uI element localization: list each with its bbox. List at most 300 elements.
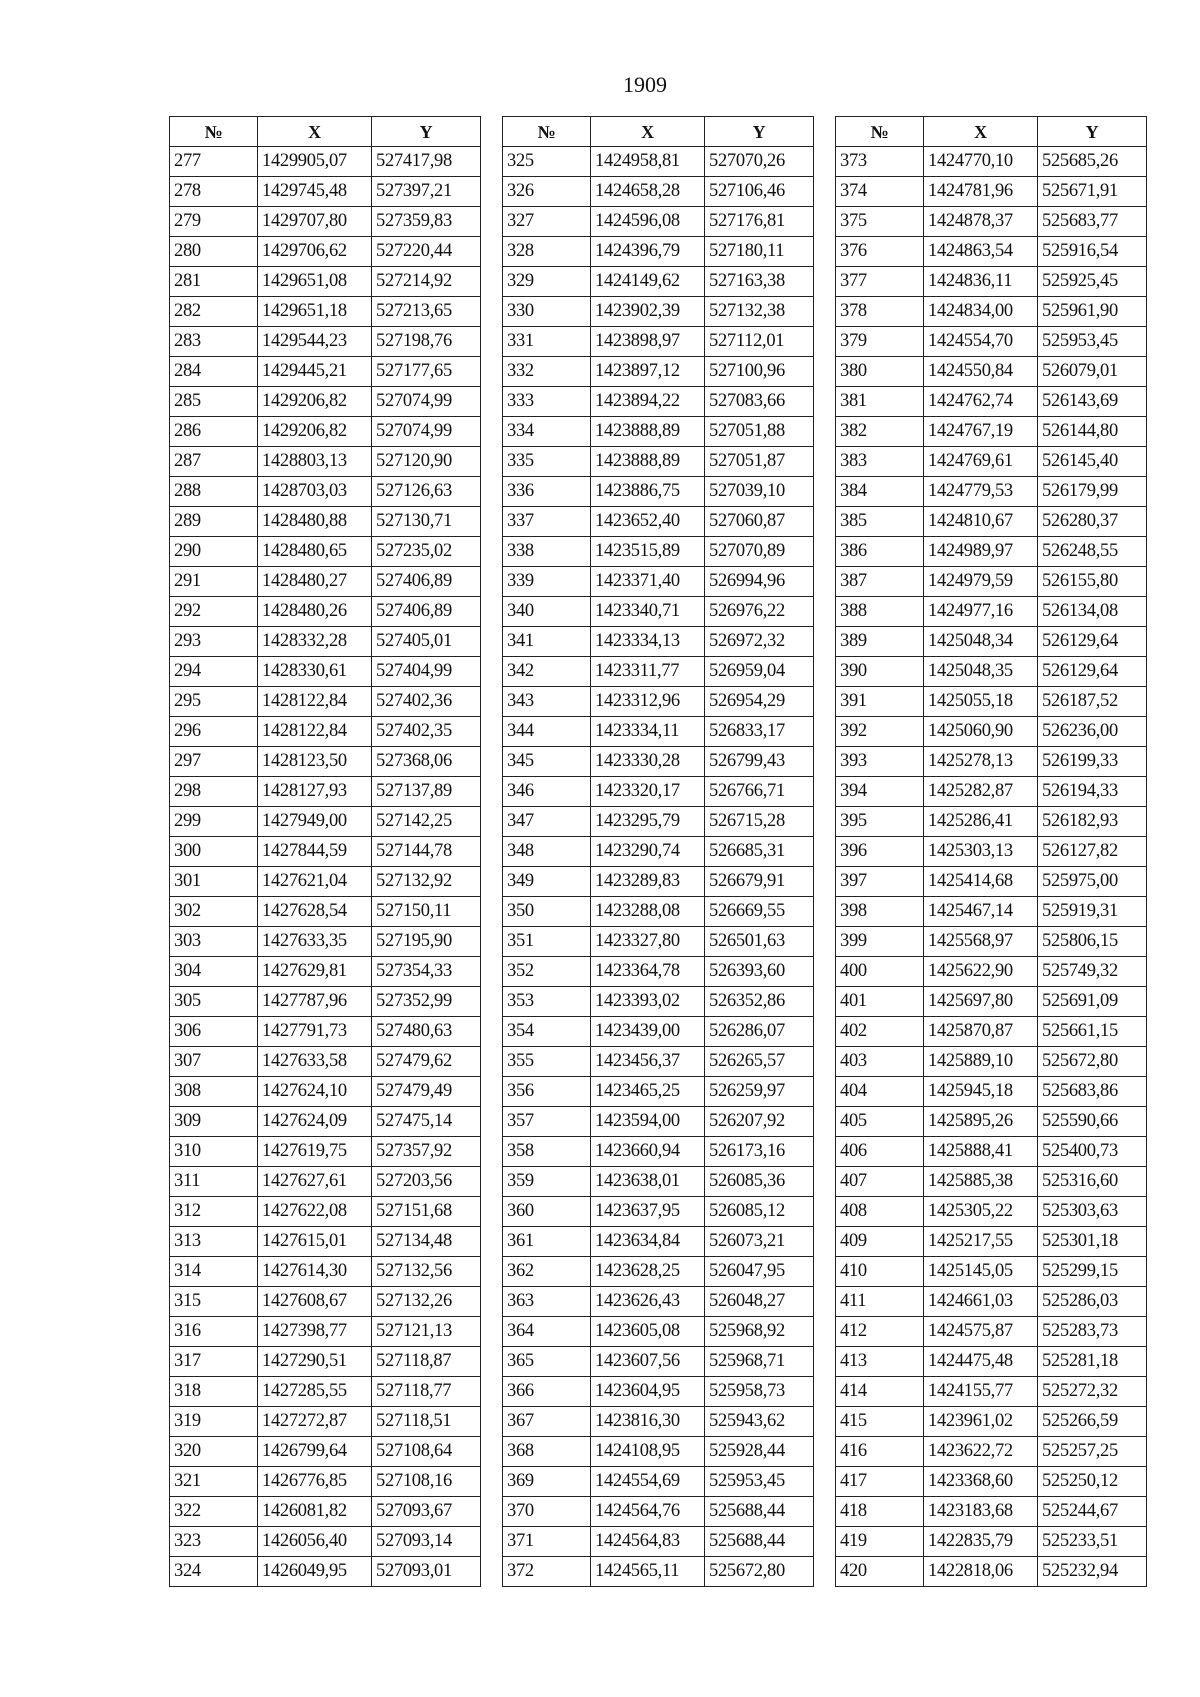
table-row xyxy=(836,957,1147,987)
point-number-cell: 355 xyxy=(503,1047,591,1077)
point-number-cell: 375 xyxy=(836,207,924,237)
table-row xyxy=(503,1227,814,1257)
point-number-cell: 301 xyxy=(170,867,258,897)
x-coordinate-cell: 1423320,17 xyxy=(591,777,705,807)
y-coordinate-cell: 527108,64 xyxy=(372,1437,481,1467)
y-coordinate-cell: 525806,15 xyxy=(1038,927,1147,957)
y-coordinate-cell: 527214,92 xyxy=(372,267,481,297)
table-row xyxy=(503,327,814,357)
y-coordinate-cell: 527132,38 xyxy=(705,297,814,327)
point-number-cell: 396 xyxy=(836,837,924,867)
y-coordinate-cell: 527106,46 xyxy=(705,177,814,207)
table-row xyxy=(170,1557,481,1587)
x-coordinate-cell: 1426049,95 xyxy=(258,1557,372,1587)
x-coordinate-cell: 1429706,62 xyxy=(258,237,372,267)
table-row xyxy=(170,267,481,297)
point-number-cell: 287 xyxy=(170,447,258,477)
point-number-cell: 345 xyxy=(503,747,591,777)
point-number-cell: 353 xyxy=(503,987,591,1017)
point-number-cell: 286 xyxy=(170,417,258,447)
x-coordinate-cell: 1424575,87 xyxy=(924,1317,1038,1347)
point-number-cell: 416 xyxy=(836,1437,924,1467)
table-row xyxy=(836,897,1147,927)
y-coordinate-cell: 525671,91 xyxy=(1038,177,1147,207)
table-row xyxy=(170,717,481,747)
y-coordinate-cell: 525257,25 xyxy=(1038,1437,1147,1467)
x-coordinate-cell: 1427791,73 xyxy=(258,1017,372,1047)
y-coordinate-cell: 527213,65 xyxy=(372,297,481,327)
point-number-cell: 321 xyxy=(170,1467,258,1497)
x-coordinate-cell: 1427844,59 xyxy=(258,837,372,867)
point-number-cell: 285 xyxy=(170,387,258,417)
x-coordinate-cell: 1424554,70 xyxy=(924,327,1038,357)
y-coordinate-cell: 525925,45 xyxy=(1038,267,1147,297)
table-row xyxy=(503,927,814,957)
point-number-cell: 328 xyxy=(503,237,591,267)
y-coordinate-cell: 526352,86 xyxy=(705,987,814,1017)
table-row xyxy=(170,897,481,927)
y-coordinate-cell: 525919,31 xyxy=(1038,897,1147,927)
point-number-cell: 376 xyxy=(836,237,924,267)
point-number-cell: 327 xyxy=(503,207,591,237)
point-number-cell: 392 xyxy=(836,717,924,747)
column-header-x: X xyxy=(591,117,705,147)
x-coordinate-cell: 1423888,89 xyxy=(591,447,705,477)
column-header-number: № xyxy=(170,117,258,147)
table-row xyxy=(836,1347,1147,1377)
table-row xyxy=(836,687,1147,717)
y-coordinate-cell: 526248,55 xyxy=(1038,537,1147,567)
table-row xyxy=(503,237,814,267)
point-number-cell: 361 xyxy=(503,1227,591,1257)
y-coordinate-cell: 526127,82 xyxy=(1038,837,1147,867)
table-row xyxy=(836,537,1147,567)
x-coordinate-cell: 1425889,10 xyxy=(924,1047,1038,1077)
table-row xyxy=(170,657,481,687)
column-header-y: Y xyxy=(372,117,481,147)
x-coordinate-cell: 1423897,12 xyxy=(591,357,705,387)
table-row xyxy=(503,1017,814,1047)
table-row xyxy=(836,1557,1147,1587)
point-number-cell: 290 xyxy=(170,537,258,567)
y-coordinate-cell: 526679,91 xyxy=(705,867,814,897)
x-coordinate-cell: 1423961,02 xyxy=(924,1407,1038,1437)
y-coordinate-cell: 527480,63 xyxy=(372,1017,481,1047)
y-coordinate-cell: 526144,80 xyxy=(1038,417,1147,447)
x-coordinate-cell: 1424878,37 xyxy=(924,207,1038,237)
table-row xyxy=(503,417,814,447)
x-coordinate-cell: 1425945,18 xyxy=(924,1077,1038,1107)
point-number-cell: 337 xyxy=(503,507,591,537)
x-coordinate-cell: 1424564,76 xyxy=(591,1497,705,1527)
table-row xyxy=(503,717,814,747)
table-row xyxy=(503,1467,814,1497)
table-row xyxy=(503,867,814,897)
y-coordinate-cell: 527142,25 xyxy=(372,807,481,837)
table-row xyxy=(836,777,1147,807)
table-body xyxy=(503,147,814,1587)
y-coordinate-cell: 527402,36 xyxy=(372,687,481,717)
table-row xyxy=(503,477,814,507)
point-number-cell: 278 xyxy=(170,177,258,207)
y-coordinate-cell: 527083,66 xyxy=(705,387,814,417)
x-coordinate-cell: 1423340,71 xyxy=(591,597,705,627)
table-row xyxy=(503,987,814,1017)
table-row xyxy=(503,567,814,597)
x-coordinate-cell: 1424155,77 xyxy=(924,1377,1038,1407)
table-row xyxy=(170,1047,481,1077)
point-number-cell: 342 xyxy=(503,657,591,687)
x-coordinate-cell: 1428480,65 xyxy=(258,537,372,567)
point-number-cell: 289 xyxy=(170,507,258,537)
point-number-cell: 309 xyxy=(170,1107,258,1137)
x-coordinate-cell: 1427949,00 xyxy=(258,807,372,837)
y-coordinate-cell: 526187,52 xyxy=(1038,687,1147,717)
table-body xyxy=(170,147,481,1587)
point-number-cell: 419 xyxy=(836,1527,924,1557)
y-coordinate-cell: 526199,33 xyxy=(1038,747,1147,777)
point-number-cell: 378 xyxy=(836,297,924,327)
x-coordinate-cell: 1427624,10 xyxy=(258,1077,372,1107)
table-row xyxy=(503,1407,814,1437)
y-coordinate-cell: 527074,99 xyxy=(372,387,481,417)
y-coordinate-cell: 526976,22 xyxy=(705,597,814,627)
y-coordinate-cell: 526959,04 xyxy=(705,657,814,687)
table-row xyxy=(503,777,814,807)
y-coordinate-cell: 525250,12 xyxy=(1038,1467,1147,1497)
y-coordinate-cell: 525316,60 xyxy=(1038,1167,1147,1197)
y-coordinate-cell: 526182,93 xyxy=(1038,807,1147,837)
table-header-row xyxy=(170,117,481,147)
table-row xyxy=(836,1257,1147,1287)
y-coordinate-cell: 525301,18 xyxy=(1038,1227,1147,1257)
table-row xyxy=(503,1557,814,1587)
point-number-cell: 341 xyxy=(503,627,591,657)
point-number-cell: 369 xyxy=(503,1467,591,1497)
point-number-cell: 372 xyxy=(503,1557,591,1587)
y-coordinate-cell: 525266,59 xyxy=(1038,1407,1147,1437)
y-coordinate-cell: 525975,00 xyxy=(1038,867,1147,897)
x-coordinate-cell: 1429745,48 xyxy=(258,177,372,207)
table-row xyxy=(836,207,1147,237)
y-coordinate-cell: 525590,66 xyxy=(1038,1107,1147,1137)
x-coordinate-cell: 1424565,11 xyxy=(591,1557,705,1587)
point-number-cell: 357 xyxy=(503,1107,591,1137)
x-coordinate-cell: 1428330,61 xyxy=(258,657,372,687)
point-number-cell: 398 xyxy=(836,897,924,927)
y-coordinate-cell: 526085,36 xyxy=(705,1167,814,1197)
table-row xyxy=(503,267,814,297)
y-coordinate-cell: 527093,67 xyxy=(372,1497,481,1527)
y-coordinate-cell: 527070,26 xyxy=(705,147,814,177)
point-number-cell: 366 xyxy=(503,1377,591,1407)
coordinate-table-3 xyxy=(835,116,1147,1587)
y-coordinate-cell: 527352,99 xyxy=(372,987,481,1017)
x-coordinate-cell: 1425048,34 xyxy=(924,627,1038,657)
x-coordinate-cell: 1429544,23 xyxy=(258,327,372,357)
x-coordinate-cell: 1423364,78 xyxy=(591,957,705,987)
x-coordinate-cell: 1425055,18 xyxy=(924,687,1038,717)
y-coordinate-cell: 527163,38 xyxy=(705,267,814,297)
point-number-cell: 343 xyxy=(503,687,591,717)
y-coordinate-cell: 526236,00 xyxy=(1038,717,1147,747)
y-coordinate-cell: 527404,99 xyxy=(372,657,481,687)
x-coordinate-cell: 1427285,55 xyxy=(258,1377,372,1407)
x-coordinate-cell: 1427622,08 xyxy=(258,1197,372,1227)
y-coordinate-cell: 527417,98 xyxy=(372,147,481,177)
table-row xyxy=(170,837,481,867)
x-coordinate-cell: 1423886,75 xyxy=(591,477,705,507)
x-coordinate-cell: 1428480,88 xyxy=(258,507,372,537)
x-coordinate-cell: 1428703,03 xyxy=(258,477,372,507)
point-number-cell: 360 xyxy=(503,1197,591,1227)
point-number-cell: 288 xyxy=(170,477,258,507)
y-coordinate-cell: 525953,45 xyxy=(705,1467,814,1497)
table-row xyxy=(170,957,481,987)
y-coordinate-cell: 527177,65 xyxy=(372,357,481,387)
table-row xyxy=(503,537,814,567)
point-number-cell: 329 xyxy=(503,267,591,297)
x-coordinate-cell: 1428122,84 xyxy=(258,687,372,717)
point-number-cell: 386 xyxy=(836,537,924,567)
x-coordinate-cell: 1423290,74 xyxy=(591,837,705,867)
x-coordinate-cell: 1423327,80 xyxy=(591,927,705,957)
point-number-cell: 284 xyxy=(170,357,258,387)
table-row xyxy=(170,507,481,537)
table-row xyxy=(170,177,481,207)
y-coordinate-cell: 526799,43 xyxy=(705,747,814,777)
table-row xyxy=(170,1437,481,1467)
column-header-number: № xyxy=(503,117,591,147)
point-number-cell: 319 xyxy=(170,1407,258,1437)
y-coordinate-cell: 526143,69 xyxy=(1038,387,1147,417)
table-row xyxy=(836,477,1147,507)
y-coordinate-cell: 525749,32 xyxy=(1038,957,1147,987)
x-coordinate-cell: 1423634,84 xyxy=(591,1227,705,1257)
y-coordinate-cell: 526685,31 xyxy=(705,837,814,867)
table-body xyxy=(836,147,1147,1587)
point-number-cell: 338 xyxy=(503,537,591,567)
point-number-cell: 348 xyxy=(503,837,591,867)
x-coordinate-cell: 1423183,68 xyxy=(924,1497,1038,1527)
table-row xyxy=(170,1347,481,1377)
x-coordinate-cell: 1425888,41 xyxy=(924,1137,1038,1167)
table-row xyxy=(503,747,814,777)
table-row xyxy=(503,297,814,327)
y-coordinate-cell: 527100,96 xyxy=(705,357,814,387)
table-row xyxy=(170,1407,481,1437)
y-coordinate-cell: 526766,71 xyxy=(705,777,814,807)
table-row xyxy=(170,1527,481,1557)
y-coordinate-cell: 525672,80 xyxy=(1038,1047,1147,1077)
table-row xyxy=(503,657,814,687)
y-coordinate-cell: 526207,92 xyxy=(705,1107,814,1137)
point-number-cell: 317 xyxy=(170,1347,258,1377)
y-coordinate-cell: 527402,35 xyxy=(372,717,481,747)
table-row xyxy=(836,387,1147,417)
table-row xyxy=(170,417,481,447)
y-coordinate-cell: 527406,89 xyxy=(372,567,481,597)
point-number-cell: 382 xyxy=(836,417,924,447)
x-coordinate-cell: 1423439,00 xyxy=(591,1017,705,1047)
point-number-cell: 281 xyxy=(170,267,258,297)
point-number-cell: 413 xyxy=(836,1347,924,1377)
table-row xyxy=(836,837,1147,867)
y-coordinate-cell: 527093,01 xyxy=(372,1557,481,1587)
table-row xyxy=(503,807,814,837)
table-row xyxy=(503,1167,814,1197)
x-coordinate-cell: 1423637,95 xyxy=(591,1197,705,1227)
point-number-cell: 371 xyxy=(503,1527,591,1557)
column-header-number: № xyxy=(836,117,924,147)
table-row xyxy=(170,1287,481,1317)
point-number-cell: 347 xyxy=(503,807,591,837)
point-number-cell: 411 xyxy=(836,1287,924,1317)
y-coordinate-cell: 527118,77 xyxy=(372,1377,481,1407)
y-coordinate-cell: 525281,18 xyxy=(1038,1347,1147,1377)
y-coordinate-cell: 525233,51 xyxy=(1038,1527,1147,1557)
table-row xyxy=(836,987,1147,1017)
y-coordinate-cell: 527406,89 xyxy=(372,597,481,627)
point-number-cell: 295 xyxy=(170,687,258,717)
table-row xyxy=(170,1377,481,1407)
point-number-cell: 311 xyxy=(170,1167,258,1197)
table-row xyxy=(836,297,1147,327)
table-row xyxy=(836,327,1147,357)
y-coordinate-cell: 527150,11 xyxy=(372,897,481,927)
x-coordinate-cell: 1427628,54 xyxy=(258,897,372,927)
point-number-cell: 340 xyxy=(503,597,591,627)
table-row xyxy=(170,1227,481,1257)
point-number-cell: 417 xyxy=(836,1467,924,1497)
x-coordinate-cell: 1423289,83 xyxy=(591,867,705,897)
y-coordinate-cell: 527220,44 xyxy=(372,237,481,267)
y-coordinate-cell: 526085,12 xyxy=(705,1197,814,1227)
y-coordinate-cell: 525244,67 xyxy=(1038,1497,1147,1527)
point-number-cell: 389 xyxy=(836,627,924,657)
x-coordinate-cell: 1424977,16 xyxy=(924,597,1038,627)
x-coordinate-cell: 1423456,37 xyxy=(591,1047,705,1077)
point-number-cell: 397 xyxy=(836,867,924,897)
y-coordinate-cell: 526155,80 xyxy=(1038,567,1147,597)
point-number-cell: 408 xyxy=(836,1197,924,1227)
point-number-cell: 395 xyxy=(836,807,924,837)
point-number-cell: 334 xyxy=(503,417,591,447)
column-header-y: Y xyxy=(705,117,814,147)
x-coordinate-cell: 1428123,50 xyxy=(258,747,372,777)
point-number-cell: 336 xyxy=(503,477,591,507)
point-number-cell: 356 xyxy=(503,1077,591,1107)
table-row xyxy=(503,1137,814,1167)
y-coordinate-cell: 527134,48 xyxy=(372,1227,481,1257)
point-number-cell: 316 xyxy=(170,1317,258,1347)
point-number-cell: 291 xyxy=(170,567,258,597)
point-number-cell: 377 xyxy=(836,267,924,297)
point-number-cell: 363 xyxy=(503,1287,591,1317)
point-number-cell: 403 xyxy=(836,1047,924,1077)
y-coordinate-cell: 527475,14 xyxy=(372,1107,481,1137)
point-number-cell: 388 xyxy=(836,597,924,627)
x-coordinate-cell: 1424834,00 xyxy=(924,297,1038,327)
x-coordinate-cell: 1423334,13 xyxy=(591,627,705,657)
x-coordinate-cell: 1427290,51 xyxy=(258,1347,372,1377)
x-coordinate-cell: 1423816,30 xyxy=(591,1407,705,1437)
y-coordinate-cell: 527203,56 xyxy=(372,1167,481,1197)
x-coordinate-cell: 1423622,72 xyxy=(924,1437,1038,1467)
x-coordinate-cell: 1423604,95 xyxy=(591,1377,705,1407)
x-coordinate-cell: 1425885,38 xyxy=(924,1167,1038,1197)
x-coordinate-cell: 1423311,77 xyxy=(591,657,705,687)
table-row xyxy=(836,927,1147,957)
y-coordinate-cell: 527368,06 xyxy=(372,747,481,777)
point-number-cell: 313 xyxy=(170,1227,258,1257)
x-coordinate-cell: 1427621,04 xyxy=(258,867,372,897)
x-coordinate-cell: 1424810,67 xyxy=(924,507,1038,537)
x-coordinate-cell: 1427627,61 xyxy=(258,1167,372,1197)
x-coordinate-cell: 1424554,69 xyxy=(591,1467,705,1497)
point-number-cell: 380 xyxy=(836,357,924,387)
point-number-cell: 383 xyxy=(836,447,924,477)
table-row xyxy=(170,1137,481,1167)
x-coordinate-cell: 1423330,28 xyxy=(591,747,705,777)
y-coordinate-cell: 525968,71 xyxy=(705,1347,814,1377)
point-number-cell: 312 xyxy=(170,1197,258,1227)
y-coordinate-cell: 526134,08 xyxy=(1038,597,1147,627)
x-coordinate-cell: 1424396,79 xyxy=(591,237,705,267)
table-row xyxy=(503,1437,814,1467)
y-coordinate-cell: 527051,88 xyxy=(705,417,814,447)
table-row xyxy=(503,1107,814,1137)
x-coordinate-cell: 1425048,35 xyxy=(924,657,1038,687)
point-number-cell: 335 xyxy=(503,447,591,477)
y-coordinate-cell: 525958,73 xyxy=(705,1377,814,1407)
y-coordinate-cell: 527479,49 xyxy=(372,1077,481,1107)
y-coordinate-cell: 525272,32 xyxy=(1038,1377,1147,1407)
x-coordinate-cell: 1425467,14 xyxy=(924,897,1038,927)
point-number-cell: 304 xyxy=(170,957,258,987)
coordinate-tables xyxy=(169,116,1147,1581)
table-row xyxy=(503,1257,814,1287)
y-coordinate-cell: 525691,09 xyxy=(1038,987,1147,1017)
x-coordinate-cell: 1424779,53 xyxy=(924,477,1038,507)
point-number-cell: 409 xyxy=(836,1227,924,1257)
y-coordinate-cell: 525683,86 xyxy=(1038,1077,1147,1107)
x-coordinate-cell: 1425414,68 xyxy=(924,867,1038,897)
table-row xyxy=(836,1287,1147,1317)
table-row xyxy=(836,1497,1147,1527)
table-row xyxy=(503,207,814,237)
table-row xyxy=(503,627,814,657)
x-coordinate-cell: 1425286,41 xyxy=(924,807,1038,837)
point-number-cell: 415 xyxy=(836,1407,924,1437)
point-number-cell: 283 xyxy=(170,327,258,357)
table-row xyxy=(503,447,814,477)
y-coordinate-cell: 525953,45 xyxy=(1038,327,1147,357)
x-coordinate-cell: 1427272,87 xyxy=(258,1407,372,1437)
x-coordinate-cell: 1425870,87 xyxy=(924,1017,1038,1047)
table-row xyxy=(836,1377,1147,1407)
x-coordinate-cell: 1423652,40 xyxy=(591,507,705,537)
x-coordinate-cell: 1424564,83 xyxy=(591,1527,705,1557)
x-coordinate-cell: 1423626,43 xyxy=(591,1287,705,1317)
table-row xyxy=(170,1317,481,1347)
point-number-cell: 365 xyxy=(503,1347,591,1377)
y-coordinate-cell: 527130,71 xyxy=(372,507,481,537)
table-header-row xyxy=(836,117,1147,147)
x-coordinate-cell: 1424108,95 xyxy=(591,1437,705,1467)
table-row xyxy=(170,1077,481,1107)
x-coordinate-cell: 1425303,13 xyxy=(924,837,1038,867)
